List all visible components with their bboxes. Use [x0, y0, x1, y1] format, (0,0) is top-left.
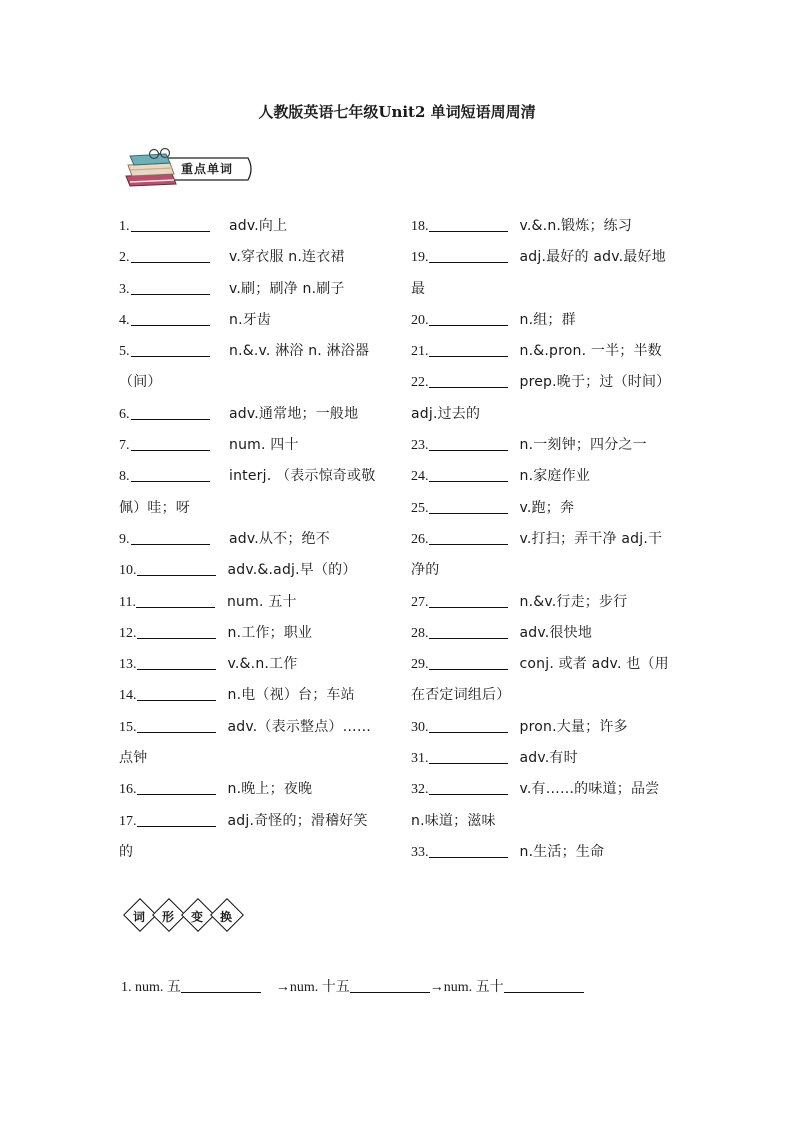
- answer-blank[interactable]: [429, 668, 508, 670]
- answer-blank[interactable]: [429, 449, 508, 451]
- list-item: 19. adj.最好的 adv.最好地: [411, 249, 666, 266]
- list-item-continuation: 最: [411, 280, 426, 297]
- list-item: 11. num. 五十: [119, 593, 297, 610]
- answer-blank[interactable]: [429, 606, 508, 608]
- word-list-left: [119, 211, 387, 868]
- list-item: 22. prep.晚于；过（时间）: [411, 374, 671, 391]
- list-item: 6. adv.通常地；一般地: [119, 405, 359, 422]
- list-item: 10. adv.&.adj.早（的）: [119, 562, 357, 579]
- list-item: 21. n.&.pron. 一半；半数: [411, 343, 662, 360]
- answer-blank[interactable]: [131, 261, 210, 263]
- list-item-continuation: 佩）哇；呀: [119, 499, 190, 516]
- key-words-label: 重点单词: [181, 162, 234, 176]
- answer-blank[interactable]: [131, 293, 210, 295]
- list-item: 30. pron.大量；许多: [411, 718, 628, 735]
- answer-blank[interactable]: [137, 637, 216, 639]
- list-item: 1. adv.向上: [119, 218, 288, 234]
- list-item: 20. n.组；群: [411, 311, 576, 328]
- banner-char: 变: [190, 910, 203, 924]
- list-item: 17. adj.奇怪的；滑稽好笑: [119, 812, 368, 829]
- list-item-continuation: 的: [119, 843, 134, 860]
- list-item: 12. n.工作；职业: [119, 624, 313, 641]
- list-item: 5. n.&.v. 淋浴 n. 淋浴器: [119, 343, 370, 360]
- banner-char: 形: [161, 910, 174, 924]
- list-item: 15. adv.（表示整点）……: [119, 718, 372, 735]
- answer-blank[interactable]: [137, 668, 216, 670]
- list-item: 23. n.一刻钟；四分之一: [411, 437, 647, 454]
- list-item-continuation: 点钟: [119, 750, 148, 767]
- list-item: 8. interj. （表示惊奇或敬: [119, 468, 376, 485]
- list-item: 18. v.&.n.锻炼；练习: [411, 218, 633, 234]
- list-item: 4. n.牙齿: [119, 311, 272, 328]
- answer-blank[interactable]: [131, 449, 210, 451]
- answer-blank[interactable]: [429, 480, 508, 482]
- banner-char: 换: [219, 910, 232, 924]
- answer-blank[interactable]: [429, 856, 508, 858]
- answer-blank[interactable]: [131, 543, 210, 545]
- answer-blank[interactable]: [131, 230, 210, 232]
- answer-blank[interactable]: [429, 355, 508, 357]
- answer-blank[interactable]: [136, 606, 215, 608]
- answer-blank[interactable]: [429, 793, 508, 795]
- answer-blank[interactable]: [131, 480, 210, 482]
- list-item: 16. n.晚上；夜晚: [119, 781, 313, 798]
- answer-blank[interactable]: [429, 261, 508, 263]
- answer-blank[interactable]: [350, 991, 430, 993]
- answer-blank[interactable]: [429, 543, 508, 545]
- list-item: 9. adv.从不；绝不: [119, 530, 330, 547]
- list-item-continuation: n.味道；滋味: [411, 812, 496, 829]
- list-item: 14. n.电（视）台；车站: [119, 687, 355, 704]
- answer-blank[interactable]: [137, 731, 216, 733]
- list-item-continuation: 在否定词组后）: [411, 687, 511, 704]
- answer-blank[interactable]: [131, 324, 210, 326]
- list-item: 26. v.打扫；弄干净 adj.干: [411, 530, 663, 547]
- answer-blank[interactable]: [429, 762, 508, 764]
- list-item: 25. v.跑；奔: [411, 499, 575, 516]
- answer-blank[interactable]: [137, 574, 216, 576]
- list-item: 27. n.&v.行走；步行: [411, 593, 628, 610]
- answer-blank[interactable]: [181, 991, 261, 993]
- page-title: 人教版英语七年级Unit2 单词短语周周清: [258, 103, 536, 121]
- answer-blank[interactable]: [131, 355, 210, 357]
- answer-blank[interactable]: [429, 512, 508, 514]
- list-item: 31. adv.有时: [411, 750, 578, 767]
- list-item-continuation: adj.过去的: [411, 405, 481, 422]
- word-forms-banner: [124, 899, 246, 937]
- answer-blank[interactable]: [429, 386, 508, 388]
- answer-blank[interactable]: [131, 418, 210, 420]
- transform-question-1: 1. num. 五 →num. 十五 →num. 五十: [121, 976, 584, 996]
- list-item: 29. conj. 或者 adv. 也（用: [411, 656, 669, 673]
- answer-blank[interactable]: [137, 699, 216, 701]
- key-words-banner: [124, 148, 256, 190]
- answer-blank[interactable]: [429, 324, 508, 326]
- word-list-right: [411, 211, 675, 868]
- list-item: 13. v.&.n.工作: [119, 656, 298, 673]
- list-item: 32. v.有……的味道；品尝: [411, 781, 660, 798]
- list-item-continuation: （间）: [119, 374, 162, 391]
- answer-blank[interactable]: [429, 637, 508, 639]
- answer-blank[interactable]: [429, 230, 508, 232]
- list-item: 24. n.家庭作业: [411, 468, 591, 485]
- list-item: 28. adv.很快地: [411, 624, 593, 641]
- answer-blank[interactable]: [137, 793, 216, 795]
- answer-blank[interactable]: [504, 991, 584, 993]
- list-item: 3. v.刷；刷净 n.刷子: [119, 280, 345, 297]
- list-item-continuation: 净的: [411, 562, 440, 579]
- list-item: 7. num. 四十: [119, 437, 299, 454]
- list-item: 2. v.穿衣服 n.连衣裙: [119, 249, 345, 266]
- answer-blank[interactable]: [137, 825, 216, 827]
- banner-char: 词: [132, 910, 145, 924]
- list-item: 33. n.生活；生命: [411, 843, 605, 860]
- answer-blank[interactable]: [429, 731, 508, 733]
